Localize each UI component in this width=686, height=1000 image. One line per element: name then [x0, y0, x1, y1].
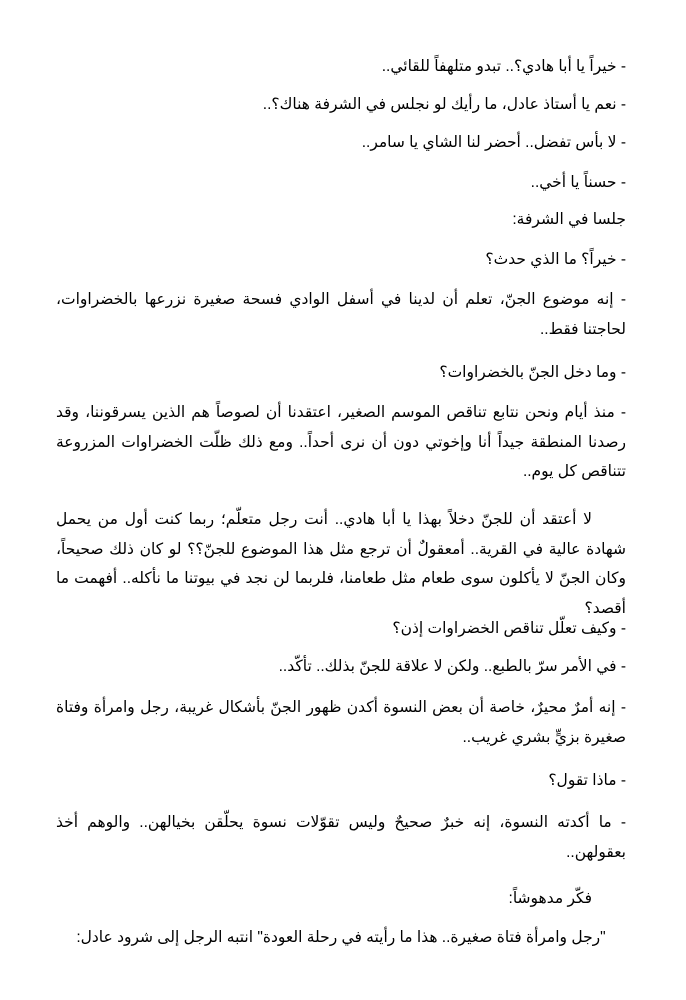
paragraph-16: فكّر مدهوشاً:: [508, 890, 592, 907]
paragraph-17: "رجل وامرأة فتاة صغيرة.. هذا ما رأيته في رحلة العودة" انتبه الرجل إلى شرود عادل:: [76, 929, 606, 946]
paragraph-9: - منذ أيام ونحن نتابع تناقص الموسم الصغير، اعتقدنا أن لصوصاً هم الذين يسرقوننا، وقد رصدنا المنطقة جيداً أنا وإخوتي دون أن نرى أحداً.. ومع ذلك ظلّت الخضراوات المزروعة تتناقص كل يوم..: [56, 404, 626, 480]
paragraph-14: - ماذا تقول؟: [548, 772, 626, 789]
paragraph-8: - وما دخل الجنّ بالخضراوات؟: [439, 364, 626, 381]
paragraph-15: - ما أكدته النسوة، إنه خبرٌ صحيحٌ وليس تقوّلات نسوة يحلّقن بخيالهن.. والوهم أخذ بعقولهن..: [56, 814, 626, 861]
paragraph-13: - إنه أمرٌ محيرٌ، خاصة أن بعض النسوة أكدن ظهور الجنّ بأشكال غريبة، رجل وامرأة وفتاة صغيرة بزيٍّ بشري غريب..: [56, 699, 626, 746]
paragraph-2: - نعم يا أستاذ عادل، ما رأيك لو نجلس في الشرفة هناك؟..: [262, 96, 626, 113]
paragraph-11: - وكيف تعلّل تناقص الخضراوات إذن؟: [392, 620, 626, 637]
paragraph-7: - إنه موضوع الجنّ، تعلم أن لدينا في أسفل الوادي فسحة صغيرة نزرعها بالخضراوات، لحاجتنا فقط..: [56, 291, 626, 338]
paragraph-10: لا أعتقد أن للجنّ دخلاً بهذا يا أبا هادي.. أنت رجل متعلّم؛ ربما كنت أول من يحمل شهادة عالية في القرية.. أمعقولٌ أن ترجع مثل هذا الموضوع للجنّ؟؟ لو كان ذلك صحيحاً، وكان الجنّ لا يأكلون سوى طعام مثل طعامنا، فلربما لن نجد في بيوتنا ما نأكله.. أفهمت ما أقصد؟: [56, 511, 626, 617]
paragraph-6: - خيراً؟ ما الذي حدث؟: [485, 251, 626, 268]
paragraph-12: - في الأمر سرّ بالطبع.. ولكن لا علاقة للجنّ بذلك.. تأكّد..: [278, 658, 626, 675]
paragraph-3: - لا بأس تفضل.. أحضر لنا الشاي يا سامر..: [361, 134, 626, 151]
paragraph-5: جلسا في الشرفة:: [512, 211, 626, 228]
paragraph-1: - خيراً يا أبا هادي؟.. تبدو متلهفاً للقائي..: [381, 58, 626, 75]
paragraph-4: - حسناً يا أخي..: [530, 174, 626, 191]
